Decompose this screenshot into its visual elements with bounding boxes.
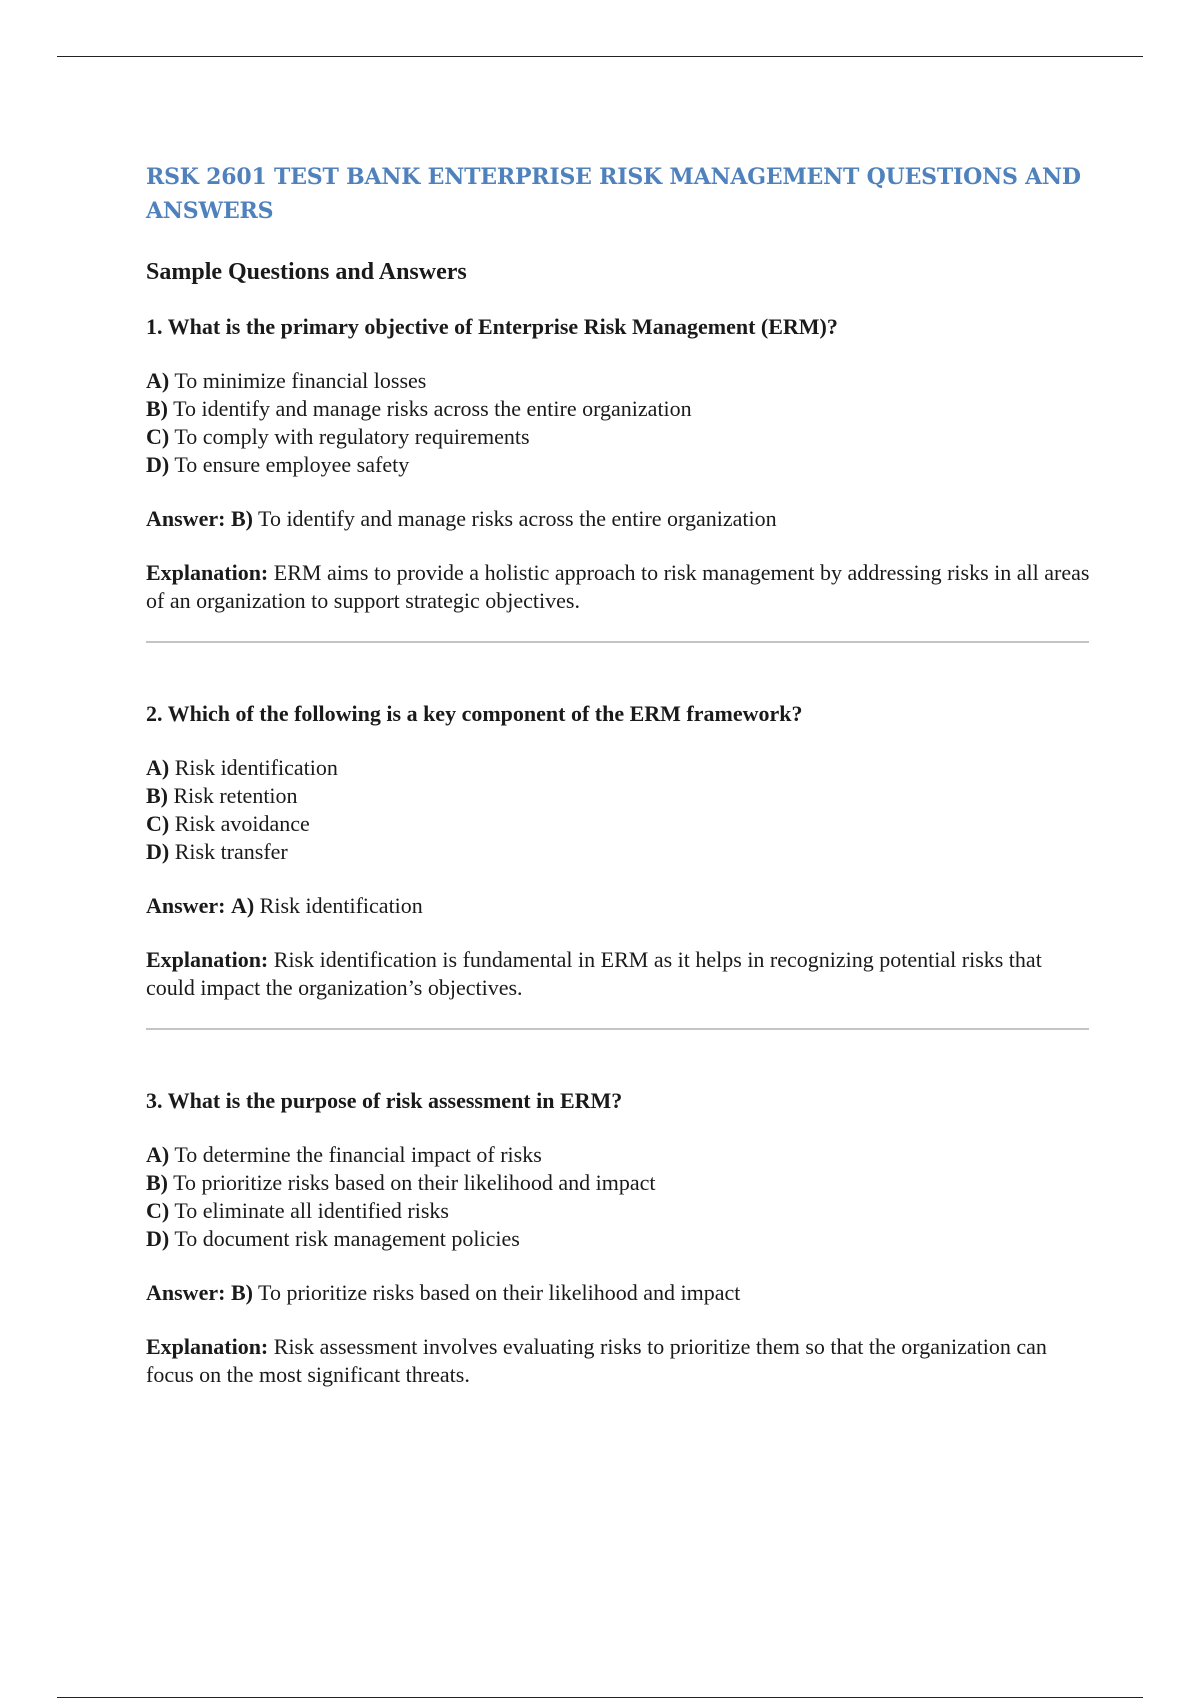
header-rule — [57, 56, 1143, 57]
question-text: 1. What is the primary objective of Enterprise Risk Management (ERM)? — [146, 314, 838, 339]
answer-text: To prioritize risks based on their likelihood and impact — [258, 1280, 741, 1305]
answer-label: Answer: — [146, 1280, 226, 1305]
option-b — [146, 782, 1096, 810]
explanation-label: Explanation: — [146, 1334, 269, 1359]
explanation-label: Explanation: — [146, 560, 269, 585]
answer-label: Answer: — [146, 893, 226, 918]
option-letter: C) — [146, 1198, 170, 1223]
explanation — [146, 1333, 1096, 1389]
footer-rule — [57, 1697, 1143, 1698]
answer-letter: A) — [230, 893, 255, 918]
explanation-label: Explanation: — [146, 947, 269, 972]
answer-line — [146, 505, 1096, 533]
option-letter: B) — [146, 1170, 168, 1195]
explanation — [146, 559, 1096, 615]
answer-letter: B) — [230, 506, 253, 531]
option-d — [146, 451, 1096, 479]
option-letter: A) — [146, 368, 170, 393]
option-letter: A) — [146, 755, 170, 780]
explanation-text: Risk identification is fundamental in ERM as it helps in recognizing potential risks that could impact the organization’s objectives. — [146, 947, 1042, 1000]
explanation-text: Risk assessment involves evaluating risks to prioritize them so that the organization can focus on the most significant threats. — [146, 1334, 1047, 1387]
answer-text: To identify and manage risks across the entire organization — [258, 506, 777, 531]
options-list — [146, 1141, 1096, 1253]
option-text: To minimize financial losses — [174, 368, 427, 393]
option-a — [146, 367, 1096, 395]
answer-text: Risk identification — [259, 893, 423, 918]
answer-line — [146, 1279, 1096, 1307]
option-c — [146, 423, 1096, 451]
option-letter: A) — [146, 1142, 170, 1167]
option-text: To identify and manage risks across the entire organization — [173, 396, 692, 421]
option-letter: C) — [146, 424, 170, 449]
option-c — [146, 810, 1096, 838]
option-c — [146, 1197, 1096, 1225]
explanation-text: ERM aims to provide a holistic approach to risk management by addressing risks in all areas of an organization to support strategic objectives. — [146, 560, 1090, 613]
answer-letter: B) — [230, 1280, 253, 1305]
option-letter: C) — [146, 811, 170, 836]
option-text: Risk retention — [173, 783, 298, 808]
option-d — [146, 1225, 1096, 1253]
option-text: Risk transfer — [174, 839, 288, 864]
option-text: To determine the financial impact of risks — [174, 1142, 542, 1167]
options-list — [146, 367, 1096, 479]
option-text: Risk identification — [174, 755, 338, 780]
explanation — [146, 946, 1096, 1002]
question-text: 2. Which of the following is a key component of the ERM framework? — [146, 701, 803, 726]
section-title: Sample Questions and Answers — [146, 259, 467, 285]
options-list — [146, 754, 1096, 866]
option-b — [146, 395, 1096, 423]
option-text: Risk avoidance — [174, 811, 310, 836]
option-a — [146, 1141, 1096, 1169]
section-divider — [146, 641, 1089, 643]
document-body — [146, 160, 1096, 1389]
answer-line — [146, 892, 1096, 920]
option-text: To ensure employee safety — [174, 452, 410, 477]
option-letter: B) — [146, 783, 168, 808]
option-d — [146, 838, 1096, 866]
answer-label: Answer: — [146, 506, 226, 531]
document-title: RSK 2601 TEST BANK ENTERPRISE RISK MANAGEMENT QUESTIONS AND ANSWERS — [146, 164, 1081, 224]
section-divider — [146, 1028, 1089, 1030]
option-letter: D) — [146, 1226, 170, 1251]
option-a — [146, 754, 1096, 782]
option-letter: B) — [146, 396, 168, 421]
question-2 — [146, 700, 1096, 1030]
option-text: To eliminate all identified risks — [174, 1198, 449, 1223]
option-letter: D) — [146, 452, 170, 477]
question-3 — [146, 1087, 1096, 1389]
option-text: To comply with regulatory requirements — [174, 424, 530, 449]
option-letter: D) — [146, 839, 170, 864]
option-text: To document risk management policies — [174, 1226, 520, 1251]
question-1 — [146, 313, 1096, 643]
option-text: To prioritize risks based on their likelihood and impact — [173, 1170, 656, 1195]
option-b — [146, 1169, 1096, 1197]
question-text: 3. What is the purpose of risk assessment in ERM? — [146, 1088, 623, 1113]
